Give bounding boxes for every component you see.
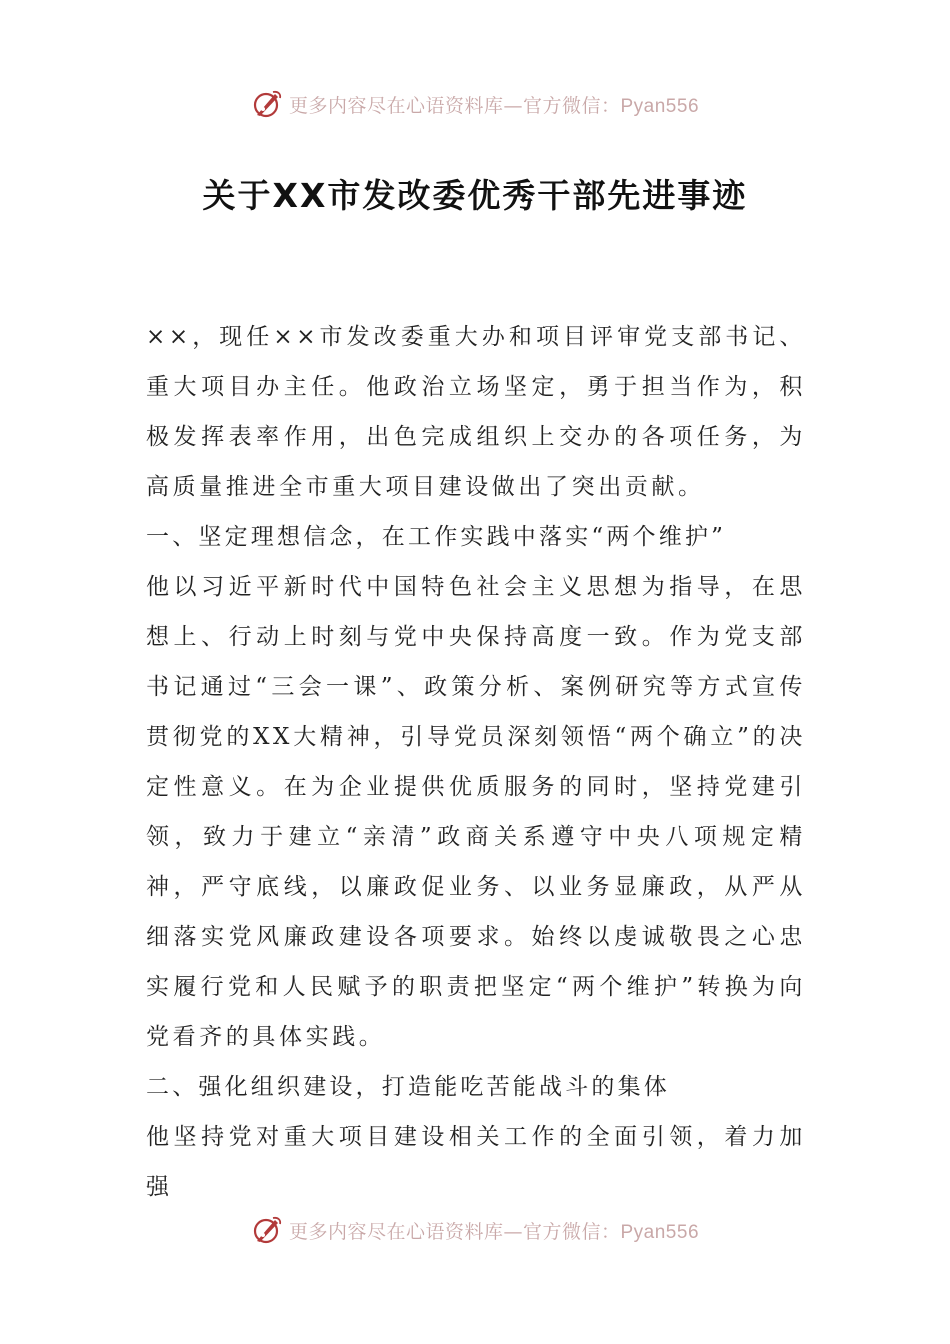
watermark-footer	[0, 1210, 950, 1250]
body-paragraph: 他坚持党对重大项目建设相关工作的全面引领，着力加强	[146, 1124, 806, 1200]
watermark-header	[0, 84, 950, 124]
section-heading: 一、坚定理想信念，在工作实践中落实“两个维护”	[146, 524, 727, 550]
document-body	[146, 312, 806, 1212]
document-title: 关于XX市发改委优秀干部先进事迹	[202, 176, 748, 215]
quill-logo-icon	[251, 88, 283, 120]
body-paragraph: 他以习近平新时代中国特色社会主义思想为指导，在思想上、行动上时刻与党中央保持高度一致。作为党支部书记通过“三会一课”、政策分析、案例研究等方式宣传贯彻党的XX大精神，引导党员深刻领悟“两个确立”的决定性意义。在为企业提供优质服务的同时，坚持党建引领，致力于建立“亲清”政商关系遵守中央八项规定精神，严守底线，以廉政促业务、以业务显廉政，从严从细落实党风廉政建设各项要求。始终以虔诚敬畏之心忠实履行党和人民赋予的职责把坚定“两个维护”转换为向党看齐的具体实践。	[146, 574, 806, 1050]
watermark-text: 更多内容尽在心语资料库—官方微信：Pyan556	[288, 1220, 700, 1243]
body-paragraph: ××，现任××市发改委重大办和项目评审党支部书记、重大项目办主任。他政治立场坚定，勇于担当作为，积极发挥表率作用，出色完成组织上交办的各项任务，为高质量推进全市重大项目建设做出了突出贡献。	[146, 324, 806, 500]
section-heading: 二、强化组织建设，打造能吃苦能战斗的集体	[146, 1074, 670, 1100]
watermark-text: 更多内容尽在心语资料库—官方微信：Pyan556	[288, 94, 700, 117]
quill-logo-icon	[251, 1214, 283, 1246]
